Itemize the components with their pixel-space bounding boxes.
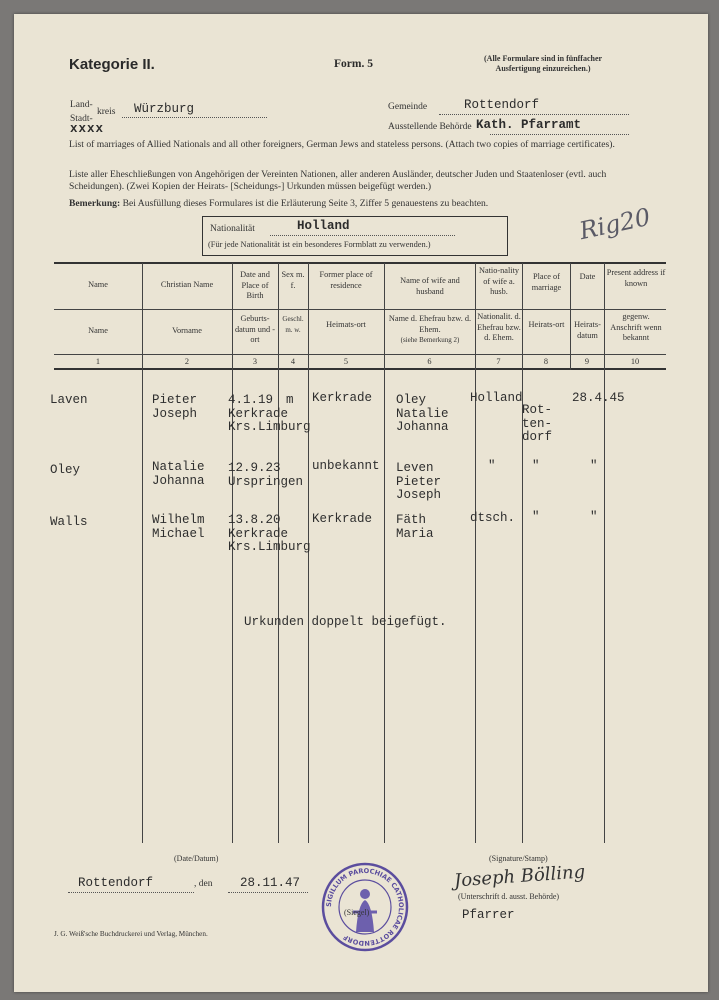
table-num-top (54, 354, 666, 355)
gemeinde-dotline (439, 113, 629, 115)
intro-english: List of marriages of Allied Nationals and all other foreigners, German Jews and stateless persons. (Attach two copies of marriage certificates). (69, 139, 615, 150)
landkreis-label-kreis: kreis (97, 107, 116, 117)
row2-place: " (532, 459, 540, 473)
landkreis-label-top: Land- (70, 100, 93, 110)
row1-name: Laven (50, 393, 88, 407)
row3-nationality: dtsch. (470, 511, 516, 525)
landkreis-value: Würzburg (134, 102, 195, 116)
seal-text: SIGILLUM PAROCHIAE CATHOLICAE ROTTENDORF (324, 866, 406, 948)
row3-vorname: Wilhelm Michael (152, 513, 205, 541)
signature-label: (Signature/Stamp) (489, 854, 548, 863)
col-header-en-1: Name (88, 280, 108, 289)
date-dotline (228, 891, 308, 893)
col-header-de-1: Name (88, 326, 108, 335)
landkreis-dotline (122, 116, 267, 118)
printer-imprint: J. G. Weiß'sche Buchdruckerei und Verlag, München. (54, 930, 208, 938)
form-number: Form. 5 (334, 58, 373, 70)
col-divider (142, 263, 143, 843)
attachment-note: Urkunden doppelt beigefügt. (244, 615, 447, 629)
col-header-de-3: Geburts-datum und -ort (234, 314, 276, 344)
behoerde-label: Ausstellende Behörde (388, 122, 472, 132)
col-header-en-2: Christian Name (160, 280, 214, 289)
remark-label: Bemerkung: (69, 198, 121, 209)
remark (69, 198, 659, 210)
col-header-en-5: Former place of residence (319, 270, 373, 290)
row3-spouse: Fäth Maria (396, 513, 434, 541)
date-label: (Date/Datum) (174, 854, 219, 863)
col-header-de-5: Heimats-ort (326, 320, 366, 329)
remark-text: Bei Ausfüllung dieses Formulares ist die Erläuterung Seite 3, Ziffer 5 genauestens zu beachten. (122, 198, 489, 209)
col-header-de-6 (388, 314, 472, 346)
col-header-de-10: gegenw. Anschrift wenn bekannt (610, 312, 662, 342)
col-divider (522, 263, 523, 843)
row1-date: 28.4.45 (572, 391, 625, 405)
table-top-rule (54, 262, 666, 264)
row1-sex: m (286, 393, 294, 407)
row3-birth: 13.8.20 Kerkrade Krs.Limburg (228, 513, 311, 554)
row2-former: unbekannt (312, 459, 380, 473)
row2-name: Oley (50, 463, 81, 477)
row1-nationality: Holland (470, 391, 523, 405)
row2-date: " (590, 459, 598, 473)
landkreis-label-stadt: Stadt- (70, 114, 93, 124)
nationality-dotline (270, 234, 455, 236)
col-header-en-10: Present address if known (606, 268, 666, 288)
handwritten-signature: Joseph Bölling (453, 861, 586, 892)
behoerde-value: Kath. Pfarramt (476, 118, 582, 132)
row3-name: Walls (50, 515, 88, 529)
signer-label: (Unterschrift d. ausst. Behörde) (458, 892, 560, 901)
col-header-en-3: Date and Place of Birth (240, 270, 270, 300)
nationality-label: Nationalität (210, 224, 255, 234)
copies-note-line1: (Alle Formulare sind in fünffacher (484, 54, 603, 63)
col-num-5: 5 (343, 357, 349, 366)
col-header-de-8: Heirats-ort (528, 320, 565, 329)
nationality-note: (Für jede Nationalität ist ein besonderes Formblatt zu verwenden.) (208, 240, 431, 249)
handwritten-mark: Rig20 (576, 202, 653, 246)
col-header-de-6-note: (siehe Bemerkung 2) (400, 336, 460, 344)
row3-former: Kerkrade (312, 512, 373, 526)
copies-note (484, 54, 602, 74)
footer-den: , den (194, 879, 213, 889)
col-header-de-2: Vorname (172, 326, 202, 335)
col-num-9: 9 (584, 357, 590, 366)
place-dotline (68, 891, 194, 893)
col-header-de-6-text: Name d. Ehefrau bzw. d. Ehem. (388, 314, 472, 334)
gemeinde-value: Rottendorf (464, 98, 540, 112)
behoerde-dotline (490, 133, 629, 135)
row2-vorname: Natalie Johanna (152, 460, 205, 488)
row2-birth: 12.9.23 Urspringen (228, 461, 304, 489)
col-num-10: 10 (630, 357, 640, 366)
col-num-1: 1 (95, 357, 101, 366)
row2-spouse: Leven Pieter Joseph (396, 461, 442, 502)
col-divider (604, 263, 605, 843)
col-header-en-6: Name of wife and husband (400, 276, 460, 296)
row1-spouse: Oley Natalie Johanna (396, 393, 449, 434)
intro-german: Liste aller Eheschließungen von Angehörigen der Vereinten Nationen, aller anderen Ausländer, deutscher Juden und Staatenloser (evtl. auch Scheidungen). (Zwei Kopien der Heirats- [Scheidungs-] Urkunden müssen beigefügt werden.) (69, 169, 607, 192)
col-num-4: 4 (290, 357, 296, 366)
table-header-divider (54, 309, 666, 310)
row3-date: " (590, 510, 598, 524)
col-header-de-7: Nationalit. d. Ehefrau bzw. d. Ehem. (477, 312, 521, 342)
row1-place: Rot- ten- dorf (522, 403, 553, 444)
signer-title: Pfarrer (462, 908, 515, 922)
col-num-6: 6 (427, 357, 432, 366)
col-header-en-4: Sex m. f. (281, 270, 305, 290)
footer-place: Rottendorf (78, 876, 154, 890)
footer-date: 28.11.47 (240, 876, 301, 890)
row3-place: " (532, 510, 540, 524)
col-num-2: 2 (184, 357, 190, 366)
seal-label: (Siegel) (344, 908, 370, 917)
col-header-en-9: Date (579, 272, 596, 281)
row1-birth: 4.1.19 Kerkrade Krs.Limburg (228, 393, 311, 434)
col-divider (384, 263, 385, 843)
col-num-3: 3 (252, 357, 258, 366)
form-sheet (14, 14, 708, 992)
table-num-bottom (54, 368, 666, 370)
row1-vorname: Pieter Joseph (152, 393, 198, 421)
col-num-8: 8 (543, 357, 549, 366)
row2-nationality: " (488, 459, 496, 473)
col-header-en-8: Place of marriage (531, 272, 562, 292)
row1-former: Kerkrade (312, 391, 373, 405)
col-header-de-9: Heirats-datum (574, 320, 601, 340)
stadt-strikeout: xxxx (70, 122, 105, 136)
col-divider (475, 263, 476, 843)
nationality-value: Holland (297, 219, 350, 233)
seal-graphic (320, 862, 410, 952)
col-num-7: 7 (496, 357, 501, 366)
nationality-box (202, 216, 508, 256)
gemeinde-label: Gemeinde (388, 102, 428, 112)
col-header-en-7: Natio-nality of wife a. husb. (478, 266, 520, 296)
parish-seal (320, 862, 410, 952)
category-title: Kategorie II. (69, 56, 155, 73)
col-header-de-4: Geschl. m. w. (282, 315, 304, 334)
copies-note-line2: Ausfertigung einzureichen.) (495, 64, 591, 73)
